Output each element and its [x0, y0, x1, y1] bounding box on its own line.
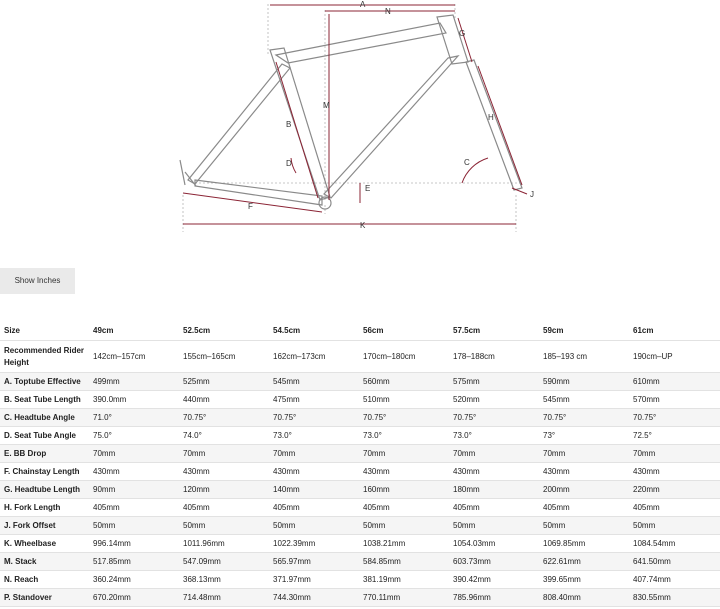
table-cell: 70mm: [183, 449, 206, 458]
table-cell: 371.97mm: [273, 575, 311, 584]
table-cell: 70mm: [543, 449, 566, 458]
size-column-header: 61cm: [629, 321, 720, 341]
table-row: [0, 499, 720, 517]
label-k: K: [360, 221, 366, 230]
size-column-header: 59cm: [539, 321, 629, 341]
table-cell: 70.75°: [453, 413, 477, 422]
label-c: C: [464, 158, 470, 167]
table-row: [0, 373, 720, 391]
table-row: [0, 571, 720, 589]
table-cell: 73°: [543, 431, 556, 440]
label-f: F: [248, 202, 253, 211]
table-cell: 1022.39mm: [273, 539, 316, 548]
table-cell: 180mm: [453, 485, 480, 494]
geometry-table: [0, 321, 720, 607]
row-label: P. Standover: [4, 592, 52, 602]
table-cell: 120mm: [183, 485, 210, 494]
table-cell: 405mm: [273, 503, 300, 512]
table-cell: 440mm: [183, 395, 210, 404]
table-cell: 430mm: [453, 467, 480, 476]
table-cell: 744.30mm: [273, 593, 311, 602]
table-cell: 70mm: [453, 449, 476, 458]
table-row: [0, 445, 720, 463]
row-label: H. Fork Length: [4, 502, 61, 512]
dimension-lines: [183, 5, 527, 224]
table-cell: 405mm: [93, 503, 120, 512]
frame-geometry-diagram: [0, 0, 720, 240]
table-cell: 996.14mm: [93, 539, 131, 548]
table-cell: 162cm–173cm: [273, 352, 326, 361]
table-cell: 520mm: [453, 395, 480, 404]
table-cell: 430mm: [273, 467, 300, 476]
table-cell: 405mm: [453, 503, 480, 512]
table-cell: 368.13mm: [183, 575, 221, 584]
table-cell: 584.85mm: [363, 557, 401, 566]
table-cell: 590mm: [543, 377, 570, 386]
table-cell: 73.0°: [363, 431, 382, 440]
table-cell: 50mm: [363, 521, 386, 530]
table-cell: 547.09mm: [183, 557, 221, 566]
table-cell: 142cm–157cm: [93, 352, 146, 361]
bike-frame: [180, 15, 522, 209]
table-cell: 475mm: [273, 395, 300, 404]
size-column-header: 54.5cm: [269, 321, 359, 341]
size-column-header: 56cm: [359, 321, 449, 341]
table-row: [0, 391, 720, 409]
table-cell: 50mm: [633, 521, 656, 530]
table-row: [0, 341, 720, 373]
table-cell: 430mm: [543, 467, 570, 476]
table-cell: 545mm: [273, 377, 300, 386]
table-cell: 220mm: [633, 485, 660, 494]
row-label: C. Headtube Angle: [4, 412, 75, 422]
table-cell: 517.85mm: [93, 557, 131, 566]
row-label: B. Seat Tube Length: [4, 394, 81, 404]
table-cell: 155cm–165cm: [183, 352, 236, 361]
table-cell: 405mm: [183, 503, 210, 512]
table-cell: 430mm: [183, 467, 210, 476]
label-m: M: [323, 101, 330, 110]
table-cell: 70.75°: [183, 413, 207, 422]
table-cell: 390.0mm: [93, 395, 127, 404]
table-cell: 74.0°: [183, 431, 202, 440]
table-cell: 140mm: [273, 485, 300, 494]
table-cell: 510mm: [363, 395, 390, 404]
label-j: J: [530, 190, 534, 199]
table-body: [0, 341, 720, 607]
size-column-header: 57.5cm: [449, 321, 539, 341]
row-label: A. Toptube Effective: [4, 376, 81, 386]
table-cell: 50mm: [453, 521, 476, 530]
table-cell: 405mm: [543, 503, 570, 512]
table-cell: 72.5°: [633, 431, 652, 440]
table-cell: 381.19mm: [363, 575, 401, 584]
label-h: H: [488, 113, 494, 122]
table-cell: 71.0°: [93, 413, 112, 422]
label-a: A: [360, 0, 366, 9]
row-label: K. Wheelbase: [4, 538, 57, 548]
table-cell: 75.0°: [93, 431, 112, 440]
table-row: [0, 481, 720, 499]
table-row: [0, 427, 720, 445]
table-cell: 565.97mm: [273, 557, 311, 566]
table-cell: 499mm: [93, 377, 120, 386]
table-cell: 830.55mm: [633, 593, 671, 602]
table-row: [0, 535, 720, 553]
table-cell: 50mm: [93, 521, 116, 530]
table-cell: 545mm: [543, 395, 570, 404]
dimension-labels: [248, 0, 534, 230]
row-label: J. Fork Offset: [4, 520, 56, 530]
row-label: Recommended Rider Height: [4, 345, 85, 367]
table-cell: 610mm: [633, 377, 660, 386]
table-cell: 70mm: [273, 449, 296, 458]
table-cell: 70mm: [93, 449, 116, 458]
table-cell: 73.0°: [453, 431, 472, 440]
table-cell: 90mm: [93, 485, 116, 494]
table-cell: 70.75°: [543, 413, 567, 422]
size-column-header: 52.5cm: [179, 321, 269, 341]
table-cell: 785.96mm: [453, 593, 491, 602]
table-cell: 525mm: [183, 377, 210, 386]
table-cell: 185–193 cm: [543, 352, 588, 361]
label-b: B: [286, 120, 292, 129]
table-cell: 360.24mm: [93, 575, 131, 584]
table-cell: 170cm–180cm: [363, 352, 416, 361]
table-cell: 200mm: [543, 485, 570, 494]
row-label: D. Seat Tube Angle: [4, 430, 77, 440]
table-cell: 641.50mm: [633, 557, 671, 566]
table-cell: 670.20mm: [93, 593, 131, 602]
table-cell: 407.74mm: [633, 575, 671, 584]
show-inches-button[interactable]: Show Inches: [0, 268, 75, 294]
label-n: N: [385, 7, 391, 16]
table-cell: 570mm: [633, 395, 660, 404]
table-cell: 622.61mm: [543, 557, 581, 566]
table-cell: 399.65mm: [543, 575, 581, 584]
row-label: M. Stack: [4, 556, 37, 566]
table-cell: 1038.21mm: [363, 539, 406, 548]
table-cell: 405mm: [363, 503, 390, 512]
row-label: G. Headtube Length: [4, 484, 80, 494]
table-cell: 50mm: [543, 521, 566, 530]
table-row: [0, 589, 720, 607]
table-row: [0, 517, 720, 535]
label-e: E: [365, 184, 371, 193]
table-cell: 70.75°: [363, 413, 387, 422]
table-cell: 50mm: [183, 521, 206, 530]
label-d: D: [286, 159, 292, 168]
table-cell: 73.0°: [273, 431, 292, 440]
table-cell: 714.48mm: [183, 593, 221, 602]
table-cell: 1084.54mm: [633, 539, 676, 548]
table-cell: 430mm: [93, 467, 120, 476]
table-cell: 70mm: [633, 449, 656, 458]
table-cell: 70.75°: [273, 413, 297, 422]
row-label: F. Chainstay Length: [4, 466, 80, 476]
table-cell: 770.11mm: [363, 593, 401, 602]
table-cell: 1069.85mm: [543, 539, 586, 548]
table-cell: 1011.96mm: [183, 539, 225, 548]
label-g: G: [459, 29, 466, 38]
table-cell: 560mm: [363, 377, 390, 386]
table-cell: 160mm: [363, 485, 390, 494]
table-row: [0, 409, 720, 427]
table-cell: 70.75°: [633, 413, 657, 422]
table-cell: 430mm: [363, 467, 390, 476]
table-row: [0, 553, 720, 571]
size-column-header: 49cm: [89, 321, 179, 341]
table-cell: 405mm: [633, 503, 660, 512]
guide-lines: [183, 4, 520, 232]
table-header-row: [0, 321, 720, 341]
table-cell: 575mm: [453, 377, 480, 386]
table-cell: 1054.03mm: [453, 539, 496, 548]
table-cell: 178–188cm: [453, 352, 495, 361]
row-label: E. BB Drop: [4, 448, 47, 458]
size-header: Size: [0, 321, 89, 341]
table-cell: 603.73mm: [453, 557, 491, 566]
table-cell: 390.42mm: [453, 575, 491, 584]
table-cell: 190cm–UP: [633, 352, 673, 361]
table-row: [0, 463, 720, 481]
row-label: N. Reach: [4, 574, 39, 584]
table-cell: 70mm: [363, 449, 386, 458]
table-cell: 808.40mm: [543, 593, 581, 602]
table-cell: 50mm: [273, 521, 296, 530]
table-cell: 430mm: [633, 467, 660, 476]
